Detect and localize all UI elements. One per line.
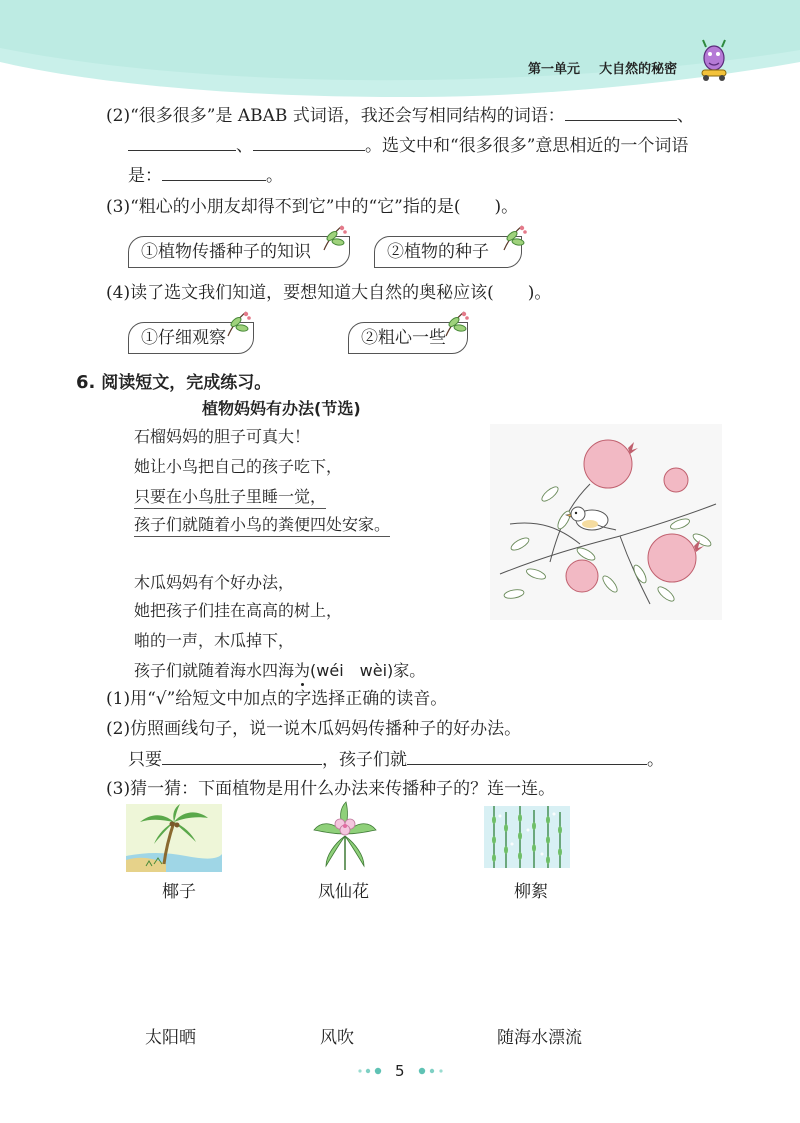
q5-4-option-2[interactable]: ②粗心一些: [348, 322, 468, 354]
leaf-icon: [500, 222, 528, 252]
poem-line: 她把孩子们挂在高高的树上，: [134, 601, 343, 620]
answer-blank[interactable]: [162, 164, 266, 181]
q5-2-line1: (2)“很多很多”是 ABAB 式词语，我还会写相同结构的词语： 、: [106, 106, 694, 126]
answer-blank[interactable]: [253, 134, 365, 151]
q6-2-fill-line: 只要 ，孩子们就 。: [128, 750, 664, 770]
leaf-icon: [224, 308, 252, 338]
poem-line: 她让小鸟把自己的孩子吃下，: [134, 457, 343, 476]
dotted-character: 为: [294, 661, 311, 680]
balsam-flower-image[interactable]: [312, 800, 378, 870]
leaf-icon: [442, 308, 470, 338]
plant-label-coconut: 椰子: [162, 882, 196, 902]
pinyin-choices[interactable]: (wéi wèi)家。: [310, 661, 426, 680]
unit-title: 大自然的秘密: [599, 62, 678, 77]
poem-line: 孩子们就随着海水四海为(wéi wèi)家。: [134, 661, 426, 680]
q6-number: 6.: [76, 372, 96, 393]
plant-label-willow: 柳絮: [514, 882, 548, 902]
q5-3-option-1[interactable]: ①植物传播种子的知识: [128, 236, 350, 268]
poem-line-underlined: 只要在小鸟肚子里睡一觉，: [134, 486, 326, 508]
method-label-wind: 风吹: [320, 1028, 354, 1048]
mascot-icon: [694, 38, 734, 82]
poem-title: 植物妈妈有办法(节选): [202, 399, 361, 418]
header-band: [0, 0, 800, 100]
q5-4-question: (4)读了选文我们知道，要想知道大自然的奥秘应该( )。: [106, 283, 552, 303]
poem-line: 木瓜妈妈有个好办法，: [134, 573, 295, 592]
answer-blank[interactable]: [565, 104, 677, 121]
header-unit-label: [528, 58, 677, 77]
answer-blank[interactable]: [162, 748, 322, 765]
unit-number: 第一单元: [528, 62, 581, 77]
poem-line: 石榴妈妈的胆子可真大！: [134, 427, 311, 446]
method-label-sun: 太阳晒: [145, 1028, 196, 1048]
pomegranate-bird-illustration: [490, 424, 722, 620]
footer-dots-left: [356, 1066, 386, 1076]
q5-4-option-1[interactable]: ①仔细观察: [128, 322, 254, 354]
q6-1-question: (1)用“√”给短文中加点的字选择正确的读音。: [106, 689, 448, 709]
answer-blank[interactable]: [407, 748, 647, 765]
q6-3-question: (3)猜一猜：下面植物是用什么办法来传播种子的？连一连。: [106, 779, 556, 799]
answer-blank[interactable]: [128, 134, 236, 151]
q5-2-line3: 是： 。: [128, 166, 283, 186]
poem-line-underlined: 孩子们就随着小鸟的粪便四处安家。: [134, 514, 390, 536]
q5-3-question: (3)“粗心的小朋友却得不到它”中的“它”指的是( )。: [106, 197, 519, 217]
q6-heading: [76, 368, 271, 393]
footer-dots-right: [416, 1066, 446, 1076]
method-label-sea: 随海水漂流: [497, 1028, 582, 1048]
q5-2-line2: 、 。选文中和“很多很多”意思相近的一个词语: [128, 134, 688, 157]
q5-3-option-2[interactable]: ②植物的种子: [374, 236, 522, 268]
page-number: 5: [395, 1062, 405, 1080]
willow-catkin-image[interactable]: [484, 806, 570, 868]
plant-label-balsam: 凤仙花: [318, 882, 369, 902]
leaf-icon: [320, 222, 348, 252]
q6-instruction: 阅读短文，完成练习。: [101, 373, 272, 393]
coconut-tree-image[interactable]: [126, 804, 222, 872]
q6-2-question: (2)仿照画线句子，说一说木瓜妈妈传播种子的好办法。: [106, 719, 522, 739]
poem-line: 啪的一声，木瓜掉下，: [134, 631, 295, 650]
